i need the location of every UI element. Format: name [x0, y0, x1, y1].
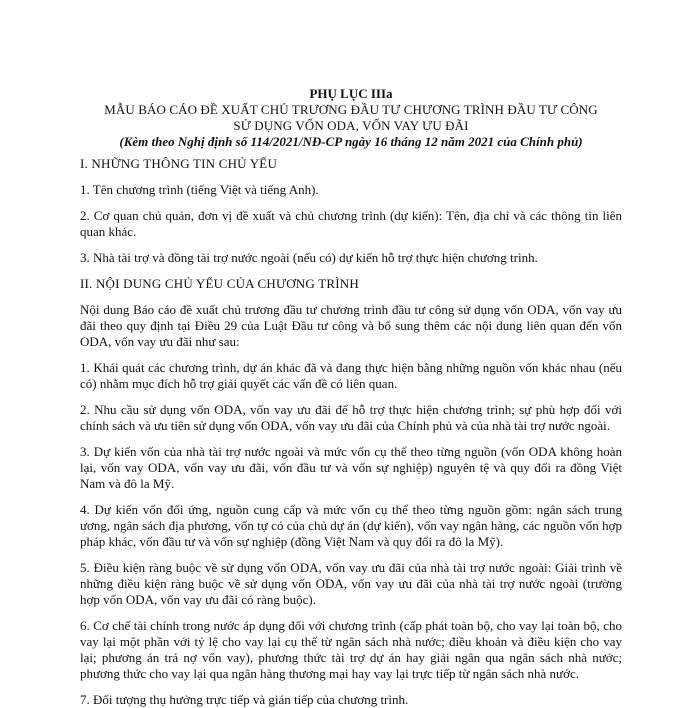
section-2-item-5: 5. Điều kiện ràng buộc về sử dụng vốn ODA, vốn vay ưu đãi của nhà tài trợ nước ngoài: Giải trình về những điều kiện ràng buộc về sử dụng vốn ODA, vốn vay ưu đãi của nhà tài trợ nước ngoài (trường hợp vốn ODA, vốn vay ưu đãi có ràng buộc).: [80, 560, 622, 607]
section-2-intro: Nội dung Báo cáo đề xuất chủ trương đầu tư chương trình đầu tư công sử dụng vốn ODA, vốn vay ưu đãi theo quy định tại Điều 29 của Luật Đầu tư công và bổ sung thêm các nội dung liên quan đến vốn ODA, vốn vay ưu đãi như sau:: [80, 302, 622, 349]
document-title-line-2: SỬ DỤNG VỐN ODA, VỐN VAY ƯU ĐÃI: [233, 118, 469, 133]
section-2-item-2: 2. Nhu cầu sử dụng vốn ODA, vốn vay ưu đãi để hỗ trợ thực hiện chương trình; sự phù hợp đối với chính sách và ưu tiên sử dụng vốn ODA, vốn vay ưu đãi của Chính phủ và của nhà tài trợ nước ngoài.: [80, 402, 622, 433]
appendix-label: PHỤ LỤC IIIa: [309, 86, 393, 101]
section-2-item-4: 4. Dự kiến vốn đối ứng, nguồn cung cấp và mức vốn cụ thể theo từng nguồn gồm: ngân sách trung ương, ngân sách địa phương, vốn tự có của chủ dự án (dự kiến), vốn vay ngân hàng, các nguồn vốn hợp pháp khác, vốn đầu tư và vốn sự nghiệp (đồng Việt Nam và quy đổi ra đô la Mỹ).: [80, 502, 622, 549]
section-1-item-2: 2. Cơ quan chủ quản, đơn vị đề xuất và chủ chương trình (dự kiến): Tên, địa chỉ và các thông tin liên quan khác.: [80, 208, 622, 239]
section-2-item-3: 3. Dự kiến vốn của nhà tài trợ nước ngoài và mức vốn cụ thể theo từng nguồn (vốn ODA không hoàn lại, vốn vay ODA, vốn vay ưu đãi, vốn đầu tư và vốn sự nghiệp) nguyên tệ và quy đổi ra đồng Việt Nam và đô la Mỹ.: [80, 444, 622, 491]
document-subtitle: (Kèm theo Nghị định số 114/2021/NĐ-CP ngày 16 tháng 12 năm 2021 của Chính phủ): [119, 134, 583, 149]
section-1-heading: I. NHỮNG THÔNG TIN CHỦ YẾU: [80, 156, 278, 171]
document-title-line-1: MẪU BÁO CÁO ĐỀ XUẤT CHỦ TRƯƠNG ĐẦU TƯ CHƯƠNG TRÌNH ĐẦU TƯ CÔNG: [104, 102, 598, 117]
section-2-item-7: 7. Đối tượng thụ hưởng trực tiếp và gián tiếp của chương trình.: [80, 692, 409, 707]
section-1-item-1: 1. Tên chương trình (tiếng Việt và tiếng Anh).: [80, 182, 319, 197]
section-2-item-6: 6. Cơ chế tài chính trong nước áp dụng đối với chương trình (cấp phát toàn bộ, cho vay lại toàn bộ, cho vay lại một phần với tỷ lệ cho vay lại cụ thể từ ngân sách nhà nước; điều khoản và điều kiện cho vay lại; phương án trả nợ vốn vay), phương thức tài trợ dự án hay giải ngân qua ngân sách nhà nước; phương thức cho vay lại qua ngân hàng thương mại hay vay lại trực tiếp từ ngân sách nhà nước.: [80, 618, 622, 681]
section-1-item-3: 3. Nhà tài trợ và đồng tài trợ nước ngoài (nếu có) dự kiến hỗ trợ thực hiện chương trình.: [80, 250, 538, 265]
section-2-heading: II. NỘI DUNG CHỦ YẾU CỦA CHƯƠNG TRÌNH: [80, 276, 359, 291]
section-2-item-1: 1. Khái quát các chương trình, dự án khác đã và đang thực hiện bằng những nguồn vốn khác nhau (nếu có) nhằm mục đích hỗ trợ giải quyết các vấn đề có liên quan.: [80, 360, 622, 391]
